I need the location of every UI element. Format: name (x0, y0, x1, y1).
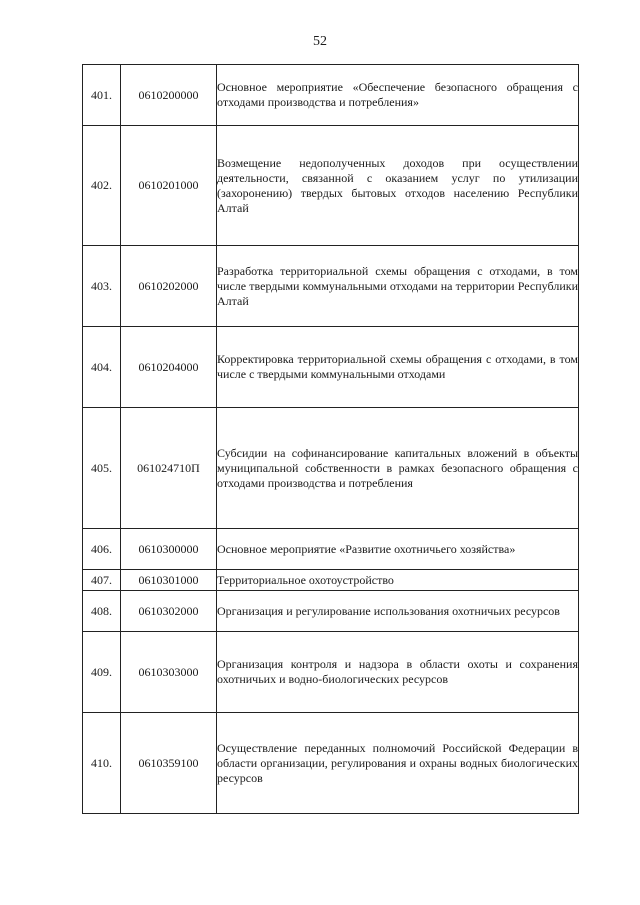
row-name: Субсидии на софинансирование капитальных вложений в объекты муниципальной собственности в рамках безопасного обращения с отходами производства и потребления (217, 408, 579, 529)
row-number: 401. (83, 65, 121, 126)
row-name: Осуществление переданных полномочий Российской Федерации в области организации, регулирования и охраны водных биологических ресурсов (217, 713, 579, 814)
table-row (83, 570, 579, 591)
row-number: 409. (83, 632, 121, 713)
table-row (83, 65, 579, 126)
row-code: 0610200000 (121, 65, 217, 126)
row-code: 0610301000 (121, 570, 217, 591)
table-row (83, 591, 579, 632)
row-number: 406. (83, 529, 121, 570)
row-name: Возмещение недополученных доходов при осуществлении деятельности, связанной с оказанием услуг по утилизации (захоронению) твердых бытовых отходов населению Республики Алтай (217, 126, 579, 246)
budget-classification-table (82, 64, 579, 814)
row-name: Разработка территориальной схемы обращения с отходами, в том числе твердыми коммунальными отходами на территории Республики Алтай (217, 246, 579, 327)
row-code: 0610302000 (121, 591, 217, 632)
row-code: 0610359100 (121, 713, 217, 814)
table-row (83, 632, 579, 713)
row-name: Организация и регулирование использования охотничьих ресурсов (217, 591, 579, 632)
row-code: 0610300000 (121, 529, 217, 570)
row-code: 0610303000 (121, 632, 217, 713)
row-code: 061024710П (121, 408, 217, 529)
table-row (83, 408, 579, 529)
row-code: 0610201000 (121, 126, 217, 246)
row-code: 0610202000 (121, 246, 217, 327)
row-number: 402. (83, 126, 121, 246)
row-number: 408. (83, 591, 121, 632)
table-row (83, 327, 579, 408)
row-number: 403. (83, 246, 121, 327)
row-name: Основное мероприятие «Обеспечение безопасного обращения с отходами производства и потребления» (217, 65, 579, 126)
row-name: Организация контроля и надзора в области охоты и сохранения охотничьих и водно-биологических ресурсов (217, 632, 579, 713)
table-row (83, 529, 579, 570)
row-name: Основное мероприятие «Развитие охотничьего хозяйства» (217, 529, 579, 570)
row-number: 407. (83, 570, 121, 591)
table-row (83, 713, 579, 814)
row-number: 404. (83, 327, 121, 408)
row-code: 0610204000 (121, 327, 217, 408)
row-number: 410. (83, 713, 121, 814)
row-number: 405. (83, 408, 121, 529)
page-number: 52 (313, 34, 327, 49)
row-name: Территориальное охотоустройство (217, 570, 579, 591)
table-row (83, 246, 579, 327)
row-name: Корректировка территориальной схемы обращения с отходами, в том числе с твердыми коммунальными отходами (217, 327, 579, 408)
table-row (83, 126, 579, 246)
